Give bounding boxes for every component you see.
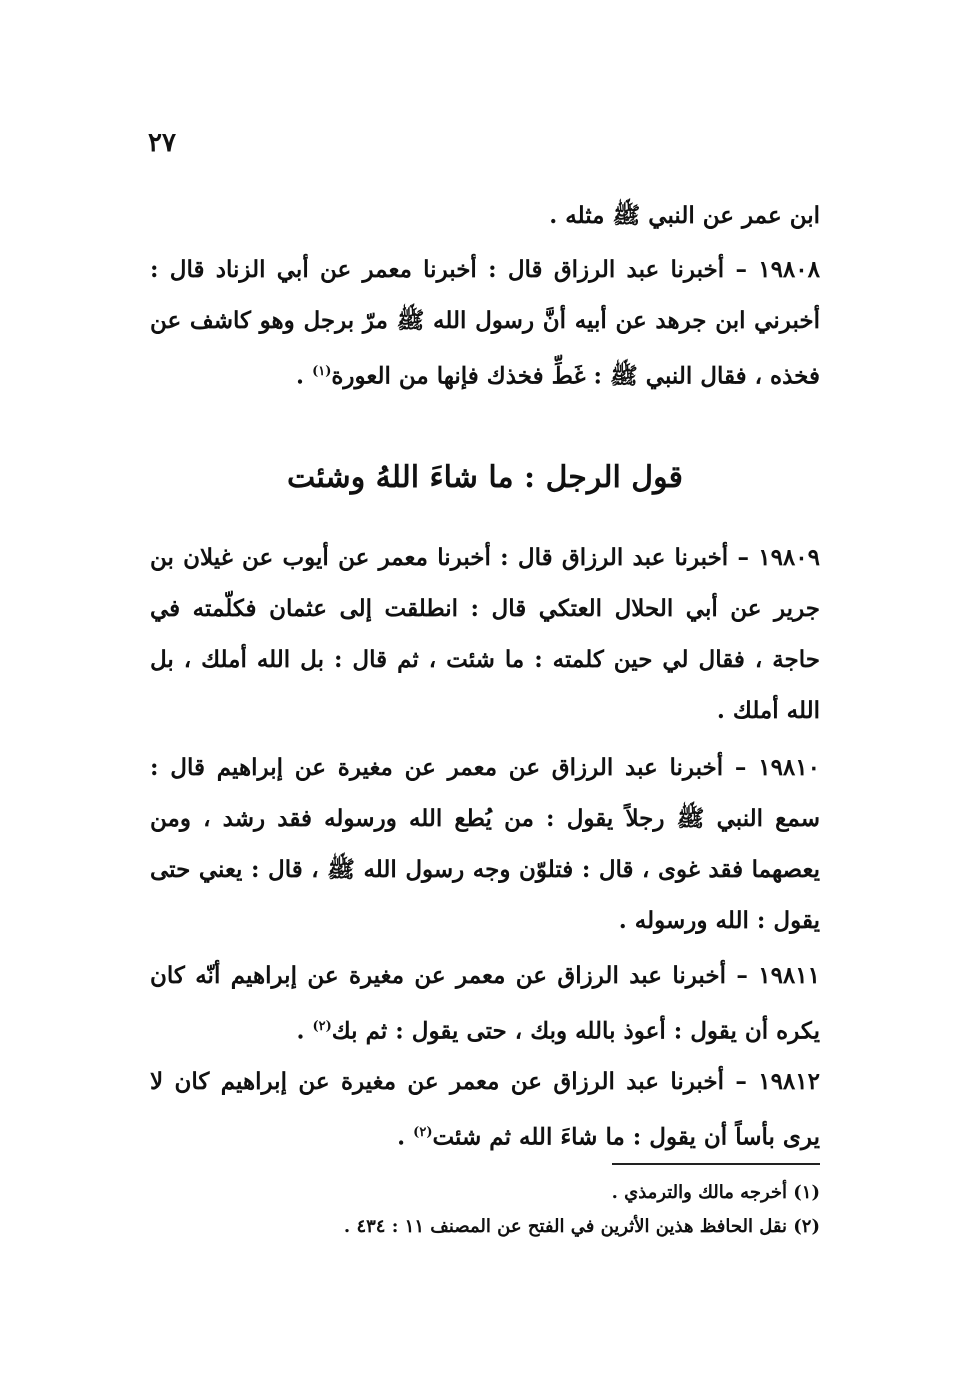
hadith-19811	[150, 950, 820, 1057]
footnote-ref: (١)	[312, 364, 332, 379]
hadith-19812	[150, 1056, 820, 1163]
hadith-end: .	[296, 362, 313, 390]
footnote-ref: (٢)	[413, 1125, 433, 1140]
hadith-text: ١٩٨١٢ – أخبرنا عبد الرزاق عن معمر عن مغيرة عن إبراهيم كان لا يرى بأساً أن يقول : ما شاءَ الله ثم شئت	[150, 1068, 820, 1151]
hadith-end: .	[296, 1017, 313, 1045]
hadith-19808	[150, 244, 820, 402]
footnote-2: (٢) نقل الحافظ هذين الأثرين في الفتح عن المصنف ١١ : ٤٣٤ .	[343, 1216, 820, 1237]
paragraph-text: ابن عمر عن النبي ﷺ مثله .	[549, 202, 820, 229]
hadith-text: ١٩٨١١ – أخبرنا عبد الرزاق عن معمر عن مغيرة عن إبراهيم أنّه كان يكره أن يقول : أعوذ بالله وبك ، حتى يقول : ثم بك	[150, 962, 820, 1045]
hadith-end: .	[397, 1123, 414, 1151]
section-heading: قول الرجل : ما شاءَ اللهُ وشئت	[287, 460, 683, 495]
hadith-text: ١٩٨١٠ – أخبرنا عبد الرزاق عن معمر عن مغيرة عن إبراهيم قال : سمع النبي ﷺ رجلاً يقول : من يُطع الله ورسوله فقد رشد ، ومن يعصهما فقد غوى ، قال : فتلوّن وجه رسول الله ﷺ ، قال : يعني حتى يقول : الله ورسوله .	[150, 754, 820, 934]
hadith-text: ١٩٨٠٨ – أخبرنا عبد الرزاق قال : أخبرنا معمر عن أبي الزناد قال : أخبرني ابن جرهد عن أبيه أنَّ رسول الله ﷺ مرّ برجل وهو كاشف عن فخذه ، فقال النبي ﷺ : غَطِّ فخذك فإنها من العورة	[150, 256, 820, 390]
hadith-19809	[150, 532, 820, 736]
paragraph-intro	[150, 190, 820, 241]
footnote-1: (١) أخرجه مالك والترمذي .	[611, 1182, 820, 1203]
footnotes	[150, 1176, 820, 1244]
hadith-19810	[150, 742, 820, 946]
page-number: ٢٧	[148, 128, 176, 158]
hadith-text: ١٩٨٠٩ – أخبرنا عبد الرزاق قال : أخبرنا معمر عن أيوب عن غيلان بن جرير عن أبي الحلال العتكي قال : انطلقت إلى عثمان فكلّمته في حاجة ، فقال لي حين كلمته : ما شئت ، ثم قال : بل الله أملك ، بل الله أملك .	[150, 544, 820, 724]
footnote-ref: (٢)	[312, 1019, 332, 1034]
footnote-separator	[612, 1163, 820, 1165]
